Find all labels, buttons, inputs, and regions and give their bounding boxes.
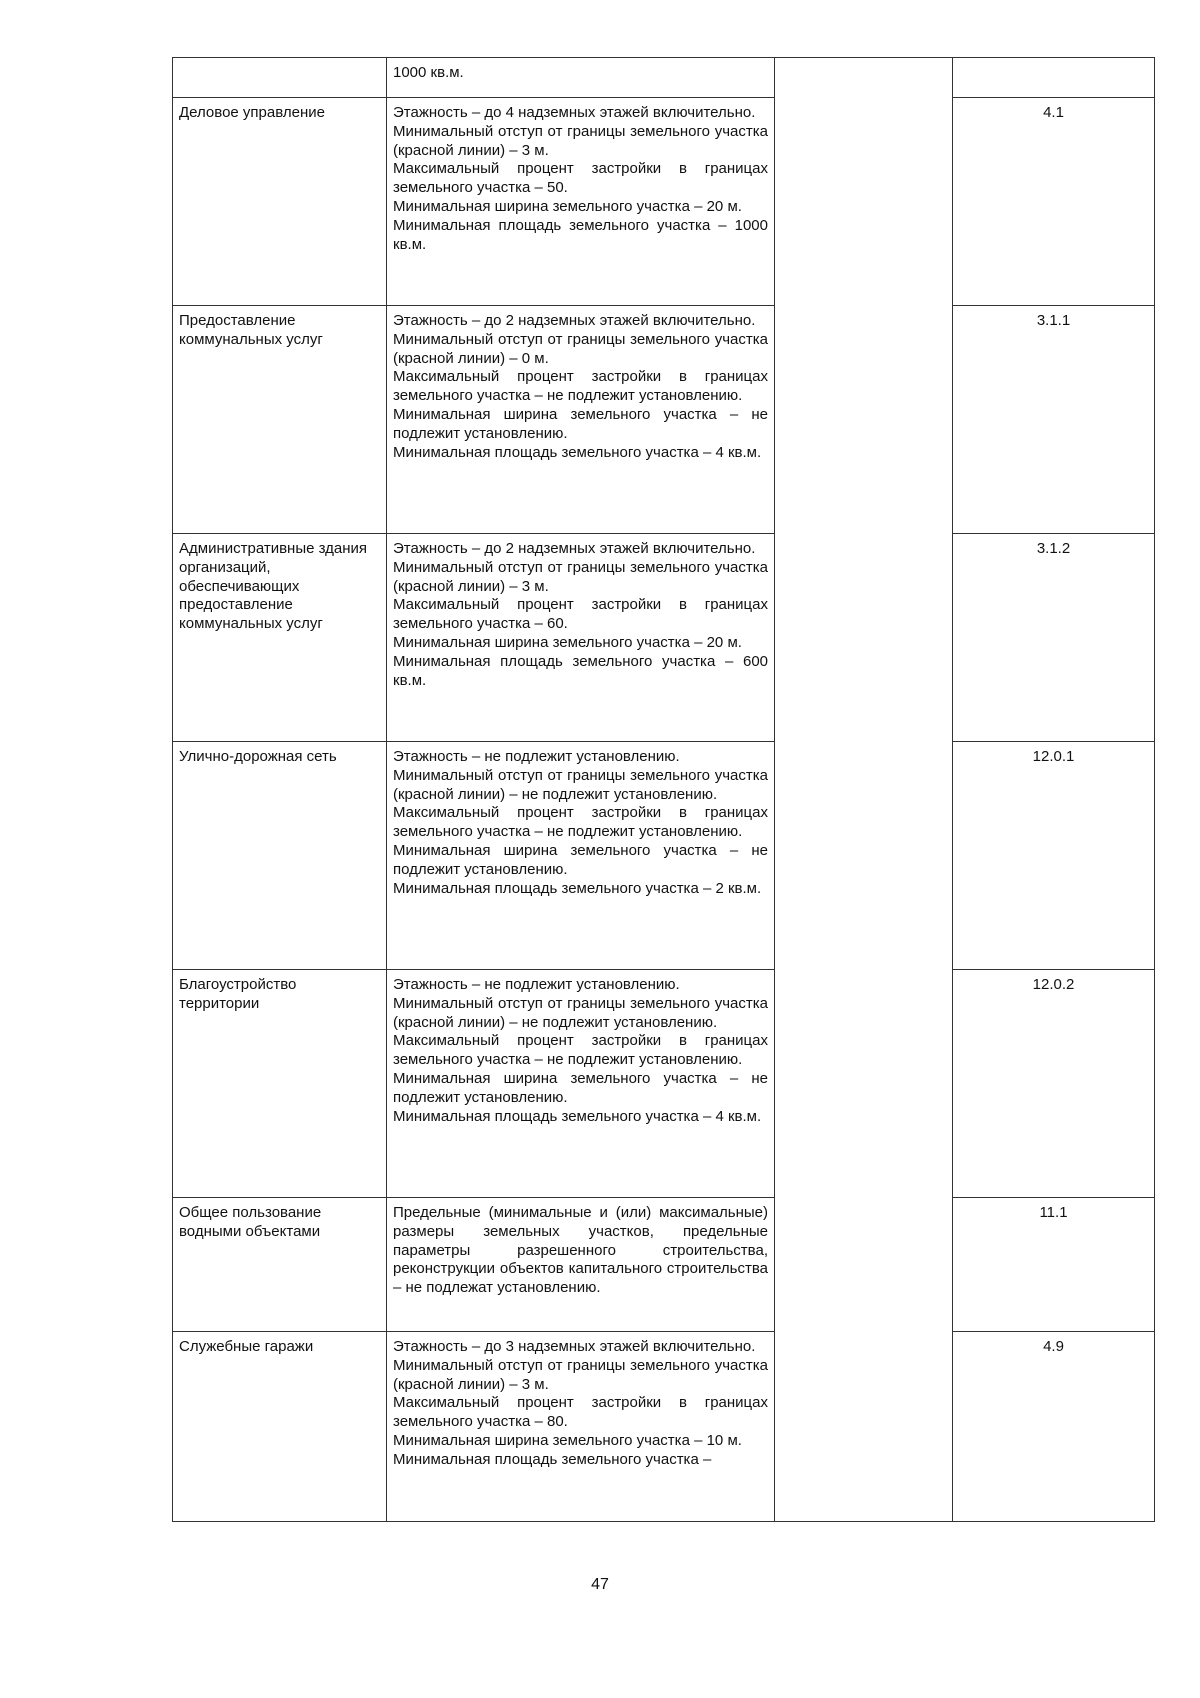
classifier-code: 4.9 <box>953 1332 1155 1522</box>
table-row <box>173 1198 1155 1332</box>
parameters-description <box>387 970 775 1198</box>
permitted-use-name: Улично-дорожная сеть <box>173 742 387 970</box>
parameter-line: Минимальная площадь земельного участка – 600 кв.м. <box>393 652 768 689</box>
parameter-line: Этажность – не подлежит установлению. <box>393 976 680 993</box>
parameter-line: Минимальный отступ от границы земельного участка (красной линии) – 3 м. <box>393 558 768 595</box>
parameters-description <box>387 98 775 306</box>
parameter-line: Этажность – до 4 надземных этажей включительно. <box>393 104 756 121</box>
parameter-line: Минимальный отступ от границы земельного участка (красной линии) – 3 м. <box>393 122 768 159</box>
table-row <box>173 98 1155 306</box>
merged-empty-column <box>775 58 953 1522</box>
parameters-description <box>387 58 775 98</box>
table-row <box>173 970 1155 1198</box>
parameter-line: Минимальный отступ от границы земельного участка (красной линии) – не подлежит установлению. <box>393 994 768 1031</box>
parameter-line: Минимальная площадь земельного участка – 1000 кв.м. <box>393 216 768 253</box>
parameter-line: Максимальный процент застройки в границах земельного участка – 80. <box>393 1394 768 1431</box>
parameter-line: Максимальный процент застройки в границах земельного участка – 50. <box>393 160 768 197</box>
classifier-code <box>953 58 1155 98</box>
land-use-table <box>172 57 1155 1522</box>
parameter-line: Этажность – не подлежит установлению. <box>393 748 680 765</box>
classifier-code: 4.1 <box>953 98 1155 306</box>
parameter-line: Минимальная ширина земельного участка – 20 м. <box>393 197 742 215</box>
parameter-line: Минимальная площадь земельного участка – 2 кв.м. <box>393 879 762 897</box>
permitted-use-name <box>173 58 387 98</box>
table-row <box>173 1332 1155 1522</box>
parameter-line: Минимальная ширина земельного участка – не подлежит установлению. <box>393 405 768 442</box>
parameter-line: Минимальный отступ от границы земельного участка (красной линии) – не подлежит установлению. <box>393 766 768 803</box>
classifier-code: 11.1 <box>953 1198 1155 1332</box>
table-row <box>173 742 1155 970</box>
page-number: 47 <box>591 1576 609 1593</box>
parameters-description <box>387 306 775 534</box>
parameter-line: Этажность – до 3 надземных этажей включительно. <box>393 1338 756 1355</box>
permitted-use-name: Предоставление коммунальных услуг <box>173 306 387 534</box>
permitted-use-name: Благоустройство территории <box>173 970 387 1198</box>
parameters-description <box>387 1198 775 1332</box>
parameter-line: Этажность – до 2 надземных этажей включительно. <box>393 312 756 329</box>
parameter-line: Максимальный процент застройки в границах земельного участка – 60. <box>393 596 768 633</box>
parameter-line: Этажность – до 2 надземных этажей включительно. <box>393 540 756 557</box>
classifier-code: 3.1.1 <box>953 306 1155 534</box>
parameter-line: Минимальная ширина земельного участка – 20 м. <box>393 633 742 651</box>
parameter-line: Минимальная ширина земельного участка – 10 м. <box>393 1431 742 1449</box>
parameter-line: Минимальная площадь земельного участка – <box>393 1450 712 1468</box>
classifier-code: 12.0.2 <box>953 970 1155 1198</box>
table-body <box>173 58 1155 1522</box>
parameters-description <box>387 1332 775 1522</box>
parameter-line: Минимальная площадь земельного участка – 4 кв.м. <box>393 1107 762 1125</box>
permitted-use-name: Административные здания организаций, обеспечивающих предоставление коммунальных услуг <box>173 534 387 742</box>
parameter-line: Предельные (минимальные и (или) максимальные) размеры земельных участков, предельные параметры разрешенного строительства, реконструкции объектов капитального строительства – не подлежат установлению. <box>393 1204 768 1297</box>
table-row <box>173 58 1155 98</box>
table-row <box>173 306 1155 534</box>
parameter-line: Максимальный процент застройки в границах земельного участка – не подлежит установлению. <box>393 1032 768 1069</box>
parameter-line: 1000 кв.м. <box>393 64 464 81</box>
parameters-description <box>387 742 775 970</box>
table-row <box>173 534 1155 742</box>
parameter-line: Минимальный отступ от границы земельного участка (красной линии) – 3 м. <box>393 1356 768 1393</box>
parameter-line: Минимальная ширина земельного участка – не подлежит установлению. <box>393 1069 768 1106</box>
permitted-use-name: Служебные гаражи <box>173 1332 387 1522</box>
parameter-line: Максимальный процент застройки в границах земельного участка – не подлежит установлению. <box>393 368 768 405</box>
parameter-line: Минимальная площадь земельного участка – 4 кв.м. <box>393 443 762 461</box>
parameter-line: Минимальный отступ от границы земельного участка (красной линии) – 0 м. <box>393 330 768 367</box>
permitted-use-name: Общее пользование водными объектами <box>173 1198 387 1332</box>
permitted-use-name: Деловое управление <box>173 98 387 306</box>
classifier-code: 3.1.2 <box>953 534 1155 742</box>
parameter-line: Максимальный процент застройки в границах земельного участка – не подлежит установлению. <box>393 804 768 841</box>
parameters-description <box>387 534 775 742</box>
parameter-line: Минимальная ширина земельного участка – не подлежит установлению. <box>393 841 768 878</box>
classifier-code: 12.0.1 <box>953 742 1155 970</box>
